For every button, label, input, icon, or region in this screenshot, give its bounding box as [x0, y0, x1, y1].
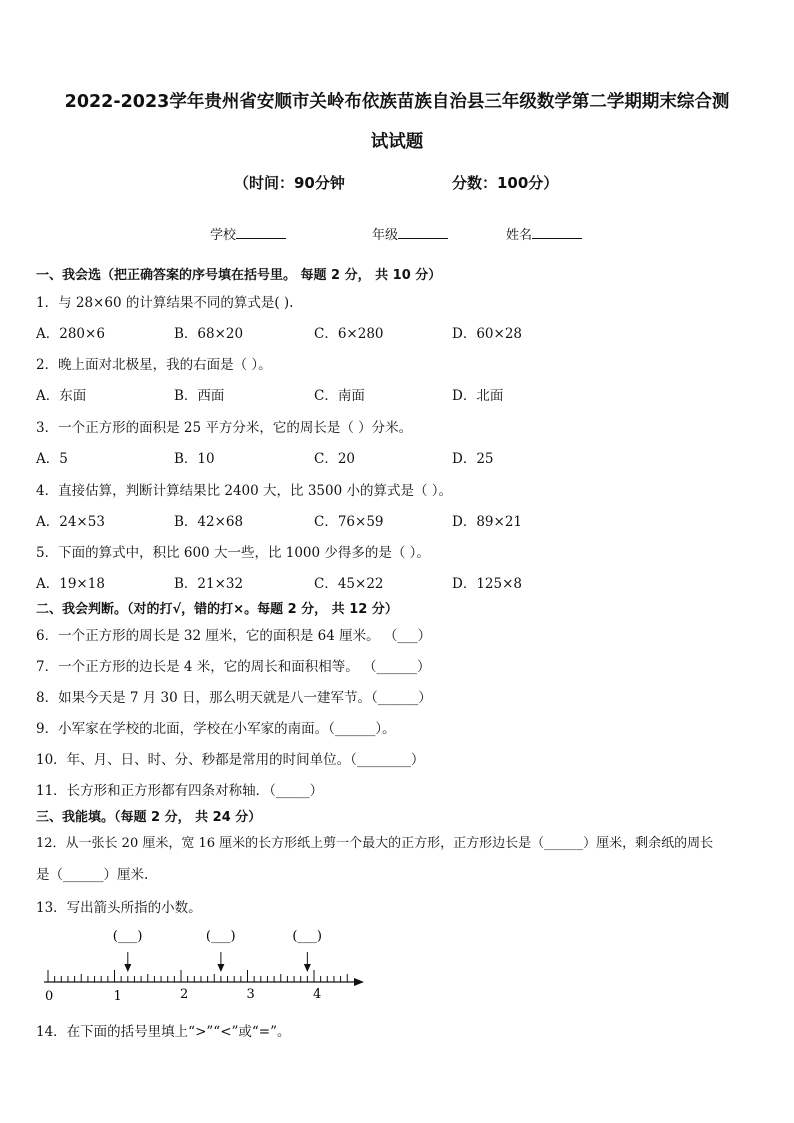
- question-2: 2．晚上面对北极星，我的右面是（ ）。: [36, 357, 272, 373]
- tick-label-4: 4: [313, 987, 322, 1002]
- question-12-line-2: 是（______）厘米.: [36, 867, 149, 883]
- q3-option-d: D．25: [452, 451, 494, 467]
- question-13: 13．写出箭头所指的小数。: [36, 900, 202, 916]
- question-11: 11．长方形和正方形都有四条对称轴．（_____）: [36, 783, 324, 799]
- tick-label-1: 1: [113, 989, 122, 1004]
- arrow-head-1: [124, 964, 131, 972]
- answer-blank-1[interactable]: (___): [112, 929, 143, 944]
- arrow-head-3: [304, 964, 311, 972]
- q5-option-d: D．125×8: [452, 576, 522, 592]
- section-2-heading: 二、我会判断。（对的打√，错的打×。每题 2 分， 共 12 分）: [36, 602, 398, 617]
- q2-option-d: D．北面: [452, 388, 504, 404]
- q2-option-a: A．东面: [36, 388, 87, 404]
- title-line-2: 试试题: [370, 132, 424, 152]
- q5-option-a: A．19×18: [36, 576, 105, 592]
- q5-option-c: C．45×22: [314, 576, 384, 592]
- q4-option-a: A．24×53: [36, 514, 105, 530]
- q4-option-b: B．42×68: [174, 514, 244, 530]
- grade-blank[interactable]: [398, 226, 448, 239]
- number-line-arrows: [113, 929, 322, 972]
- question-3: 3．一个正方形的面积是 25 平方分米，它的周长是（ ）分米。: [36, 420, 413, 436]
- arrow-head-2: [217, 964, 224, 972]
- section-1-heading: 一、我会选（把正确答案的序号填在括号里。 每题 2 分， 共 10 分）: [36, 268, 442, 283]
- number-line-arrowhead: [354, 978, 364, 986]
- q3-option-a: A．5: [36, 451, 68, 467]
- time-info: （时间：90分钟: [234, 174, 345, 192]
- answer-blank-3[interactable]: (___): [292, 929, 323, 944]
- question-1: 1．与 28×60 的计算结果不同的算式是( ).: [36, 295, 294, 311]
- q1-option-b: B．68×20: [174, 326, 244, 342]
- q4-option-d: D．89×21: [452, 514, 522, 530]
- name-label: 姓名: [506, 228, 533, 243]
- number-line: [36, 920, 376, 1010]
- question-5: 5．下面的算式中，积比 600 大一些，比 1000 少得多的是（ ）。: [36, 545, 430, 561]
- q3-option-b: B．10: [174, 451, 215, 467]
- question-12-line-1: 12．从一张长 20 厘米，宽 16 厘米的长方形纸上剪一个最大的正方形，正方形边长是（______）厘米，剩余纸的周长: [36, 836, 714, 851]
- question-8: 8．如果今天是 7 月 30 日，那么明天就是八一建军节。（______）: [36, 690, 432, 706]
- q1-option-c: C．6×280: [314, 326, 384, 342]
- school-field: [210, 224, 286, 243]
- grade-label: 年级: [372, 228, 399, 243]
- q2-option-b: B．西面: [174, 388, 225, 404]
- answer-blank-2[interactable]: (___): [205, 929, 236, 944]
- question-9: 9．小军家在学校的北面，学校在小军家的南面。（______）。: [36, 721, 396, 737]
- q4-option-c: C．76×59: [314, 514, 384, 530]
- q1-option-d: D．60×28: [452, 326, 522, 342]
- q5-option-b: B．21×32: [174, 576, 244, 592]
- tick-label-0: 0: [45, 989, 54, 1004]
- score-info: 分数：100分）: [452, 174, 559, 192]
- title-line-1: 2022-2023学年贵州省安顺市关岭布依族苗族自治县三年级数学第二学期期末综合测: [64, 92, 730, 112]
- school-blank[interactable]: [236, 226, 286, 239]
- q2-option-c: C．南面: [314, 388, 365, 404]
- q3-option-c: C．20: [314, 451, 356, 467]
- question-4: 4．直接估算，判断计算结果比 2400 大，比 3500 小的算式是（ ）。: [36, 483, 453, 499]
- name-blank[interactable]: [532, 226, 582, 239]
- school-label: 学校: [210, 228, 237, 243]
- name-field: [506, 224, 582, 243]
- question-14: 14．在下面的括号里填上“>”“<”或“=”。: [36, 1024, 291, 1040]
- question-10: 10．年、月、日、时、分、秒都是常用的时间单位。（________）: [36, 752, 425, 768]
- number-line-ticks: [45, 970, 347, 1004]
- section-3-heading: 三、我能填。（每题 2 分， 共 24 分）: [36, 810, 262, 825]
- tick-label-2: 2: [180, 987, 189, 1002]
- tick-label-3: 3: [246, 987, 255, 1002]
- question-7: 7．一个正方形的边长是 4 米，它的周长和面积相等。 （______）: [36, 659, 431, 675]
- grade-field: [372, 224, 448, 243]
- question-6: 6．一个正方形的周长是 32 厘米，它的面积是 64 厘米。 （___）: [36, 628, 432, 644]
- q1-option-a: A．280×6: [36, 326, 105, 342]
